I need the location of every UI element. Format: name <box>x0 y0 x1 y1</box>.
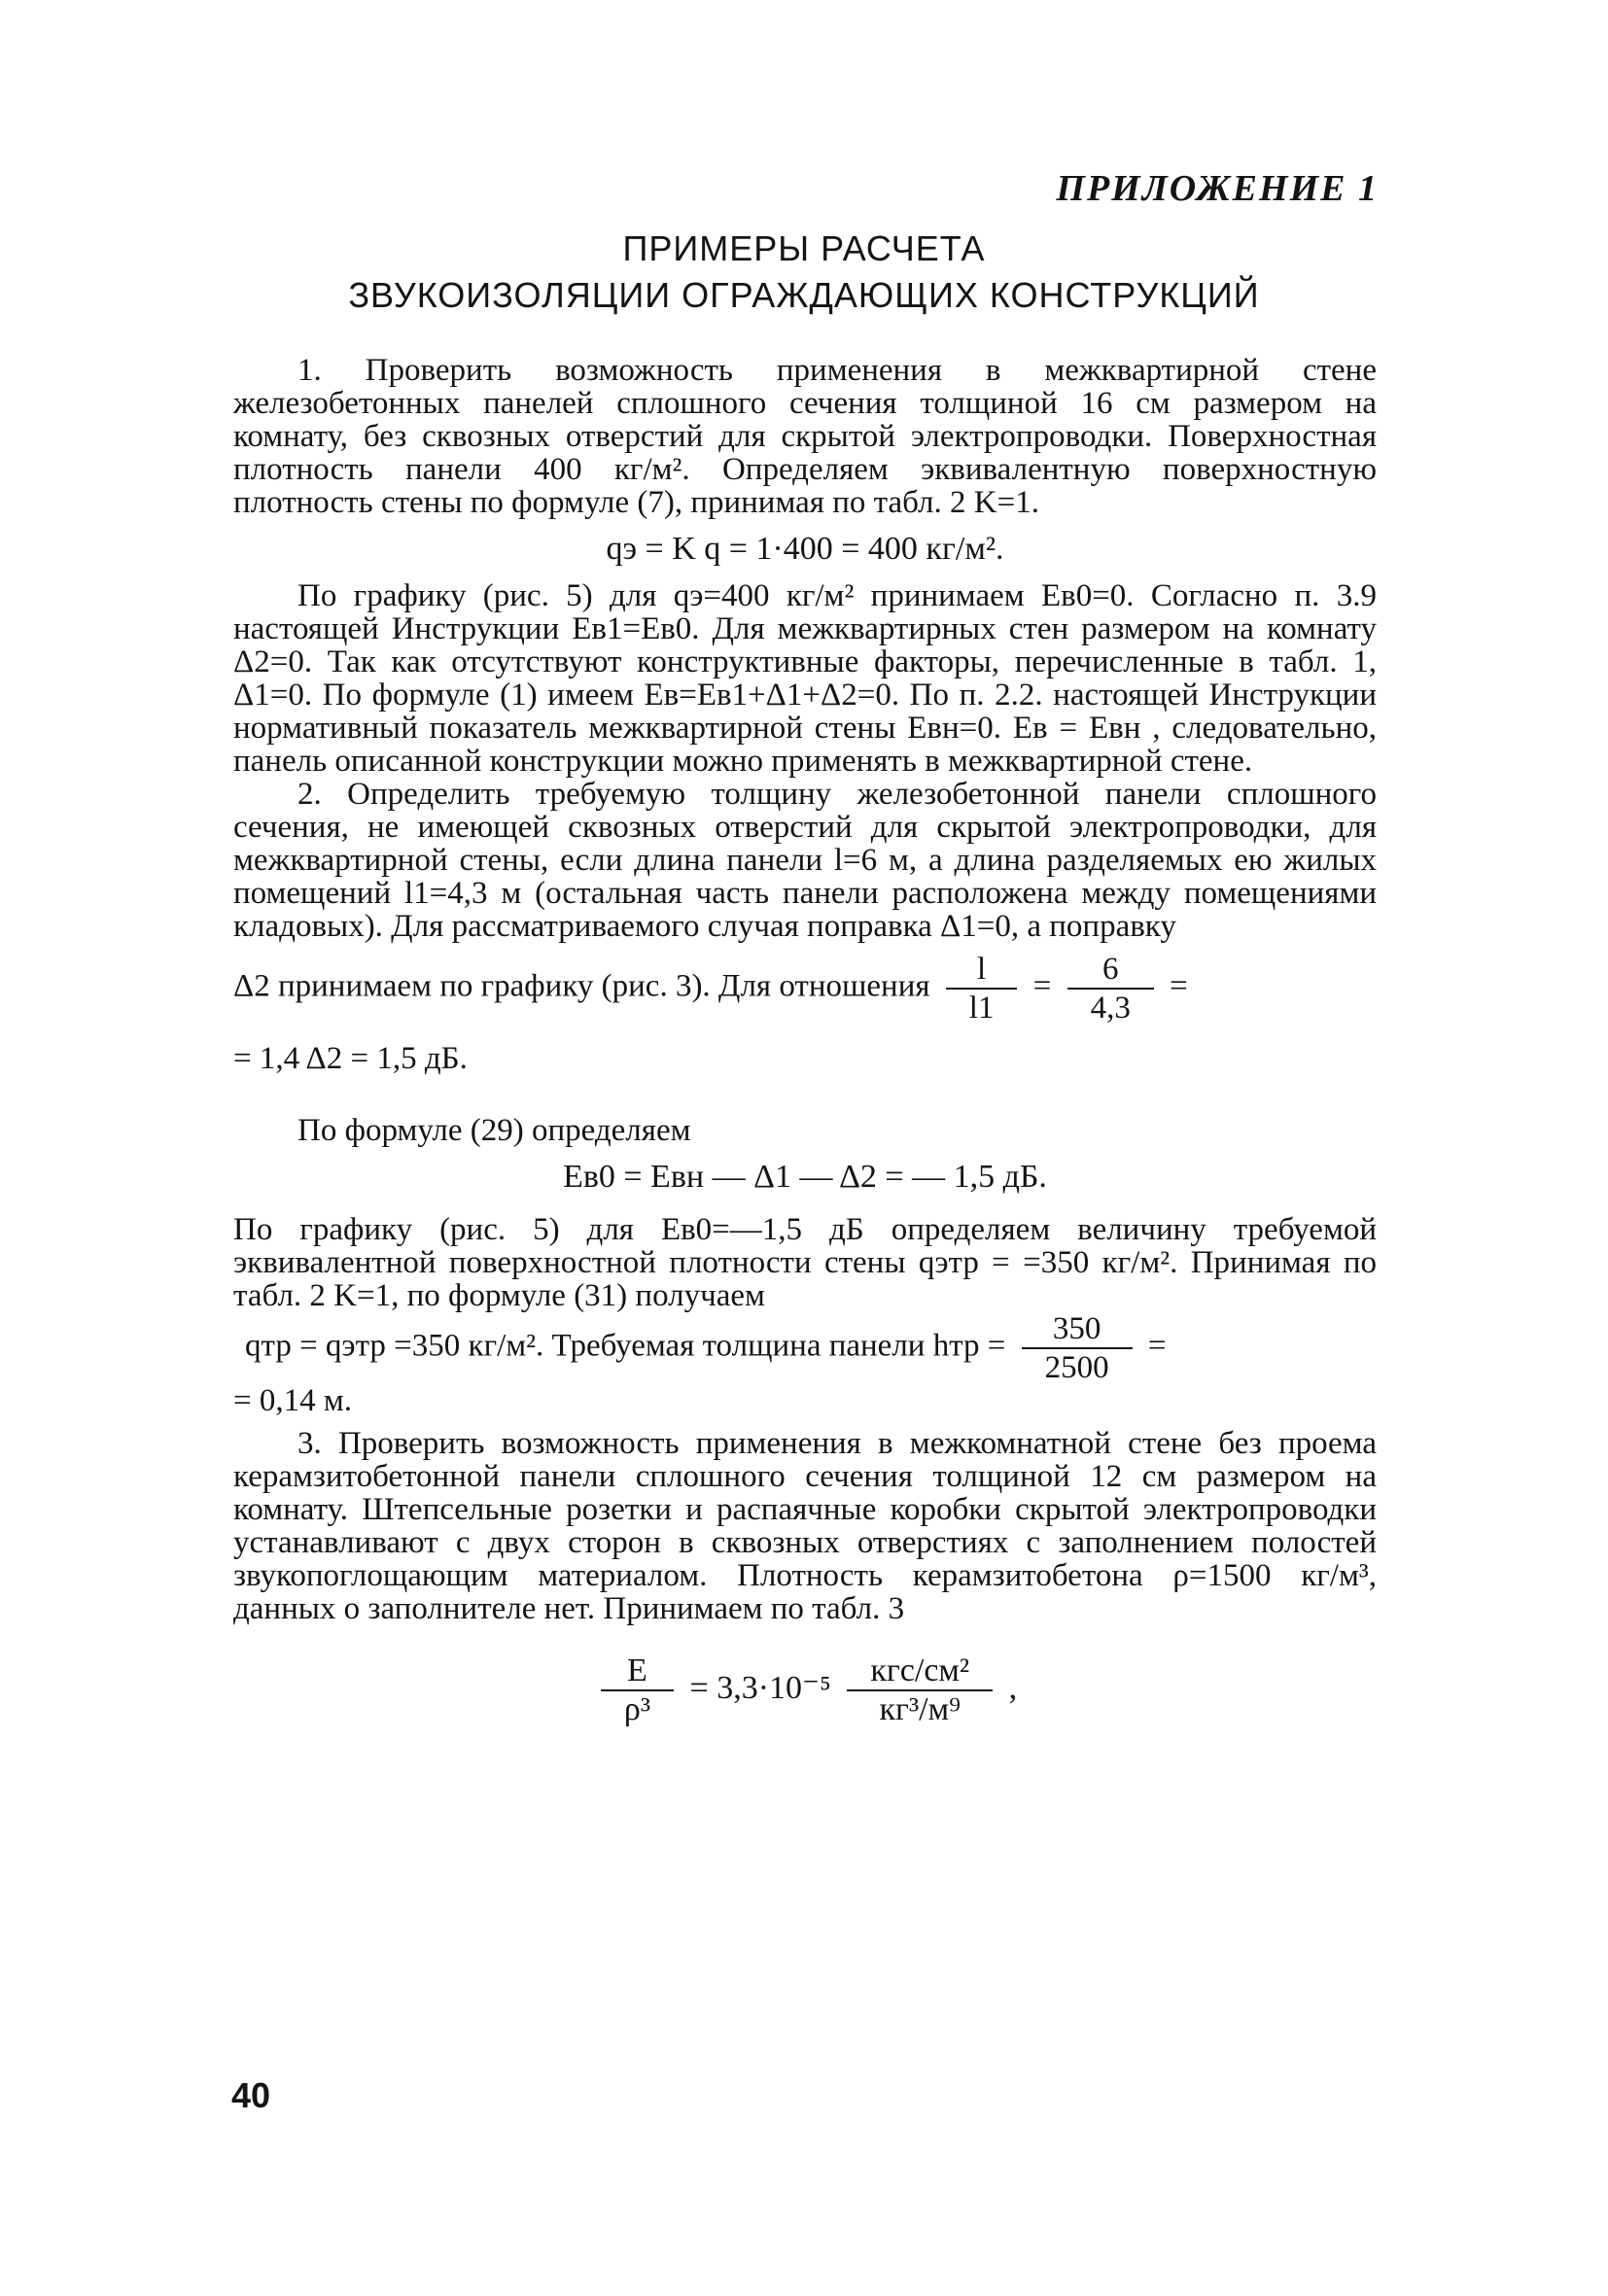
example-2-thickness-result: = 0,14 м. <box>233 1383 352 1418</box>
appendix-label: ПРИЛОЖЕНИЕ 1 <box>1056 168 1379 209</box>
example-2-paragraph: 2. Определить требуемую толщину железобетонной панели сплошного сечения, не имеющей сквозных отверстий для скрытой электропроводки, для межквартирной стены, если длина панели l=6 м, а длина разделяемых ею жилых помещений l1=4,3 м (остальная часть панели расположена между помещениями кладовых). Для рассматриваемого случая поправка Δ1=0, а поправку <box>233 777 1377 944</box>
fraction-numerator: кгс/см² <box>847 1654 993 1691</box>
fraction-numerator: 350 <box>1022 1312 1133 1349</box>
example-2-formula-intro: По формуле (29) определяем <box>297 1113 691 1148</box>
fraction-denominator: кг³/м⁹ <box>879 1691 961 1727</box>
ratio-fraction-values <box>1067 953 1154 1025</box>
thickness-text: qтр = qэтр =350 кг/м². Требуемая толщина панели hтр = <box>245 1328 1006 1364</box>
fraction-denominator: l1 <box>968 991 995 1026</box>
ratio-text: Δ2 принимаем по графику (рис. 3). Для отношения <box>233 968 930 1004</box>
page-number: 40 <box>231 2075 271 2115</box>
title-line-2: ЗВУКОИЗОЛЯЦИИ ОГРАЖДАЮЩИХ КОНСТРУКЦИЙ <box>348 275 1260 315</box>
fraction-denominator: 2500 <box>1044 1350 1109 1385</box>
fraction-numerator: E <box>601 1654 674 1691</box>
example-1-paragraph-2: По графику (рис. 5) для qэ=400 кг/м² принимаем Eв0=0. Согласно п. 3.9 настоящей Инструкции Eв1=Eв0. Для межквартирных стен размером на комнату Δ2=0. Так как отсутствуют конструктивные факторы, перечисленные в табл. 1, Δ1=0. По формуле (1) имеем Eв=Eв1+Δ1+Δ2=0. По п. 2.2. настоящей Инструкции нормативный показатель межквартирной стены Eвн=0. Eв = Eвн , следовательно, панель описанной конструкции можно применять в межквартирной стене. <box>233 578 1377 779</box>
example-2-result: = 1,4 Δ2 = 1,5 дБ. <box>233 1041 468 1076</box>
example-1-formula: qэ = K q = 1·400 = 400 кг/м². <box>606 531 1004 567</box>
unit-fraction <box>847 1654 993 1726</box>
formula-value: = 3,3·10⁻⁵ <box>689 1669 831 1706</box>
fraction-denominator: 4,3 <box>1090 991 1131 1026</box>
example-1-paragraph: 1. Проверить возможность применения в межквартирной стене железобетонных панелей сплошного сечения толщиной 16 см размером на комнату, без сквозных отверстий для скрытой электропроводки. Поверхностная плотность панели 400 кг/м². Определяем эквивалентную поверхностную плотность стены по формуле (7), принимая по табл. 2 K=1. <box>233 353 1377 520</box>
example-2-paragraph-3: По графику (рис. 5) для Eв0=—1,5 дБ определяем величину требуемой эквивалентной поверхностной плотности стены qэтр = =350 кг/м². Принимая по табл. 2 K=1, по формуле (31) получаем <box>233 1212 1377 1313</box>
ratio-fraction-l <box>946 953 1018 1025</box>
fraction-numerator: 6 <box>1067 953 1154 990</box>
fraction-denominator: ρ³ <box>623 1691 651 1727</box>
example-3-paragraph: 3. Проверить возможность применения в межкомнатной стене без проема керамзитобетонной панели сплошного сечения толщиной 12 см размером на комнату. Штепсельные розетки и распаячные коробки скрытой электропроводки устанавливают с двух сторон в сквозных отверстиях с заполнением полостей звукопоглощающим материалом. Плотность керамзитобетона ρ=1500 кг/м³, данных о заполнителе нет. Принимаем по табл. 3 <box>233 1426 1377 1626</box>
thickness-fraction <box>1022 1312 1133 1384</box>
example-2-formula: Eв0 = Eвн — Δ1 — Δ2 = — 1,5 дБ. <box>563 1159 1047 1195</box>
example-2-ratio-line: Δ2 принимаем по графику (рис. 3). Для отношения $\frac{l}{l1}$ = $\frac{6}{4,3}$ = <box>233 952 1188 1026</box>
example-2-thickness-line: qтр = qэтр =350 кг/м². Требуемая толщина панели hтр = $\frac{350}{2500}$ = <box>245 1311 1167 1385</box>
page-title <box>0 226 1608 319</box>
modulus-density-fraction <box>601 1654 674 1726</box>
body-text <box>233 354 1377 1740</box>
formula-tail: , <box>1008 1669 1018 1706</box>
title-line-1: ПРИМЕРЫ РАСЧЕТА <box>622 228 986 268</box>
fraction-numerator: l <box>946 953 1018 990</box>
example-3-formula <box>233 1654 1377 1726</box>
